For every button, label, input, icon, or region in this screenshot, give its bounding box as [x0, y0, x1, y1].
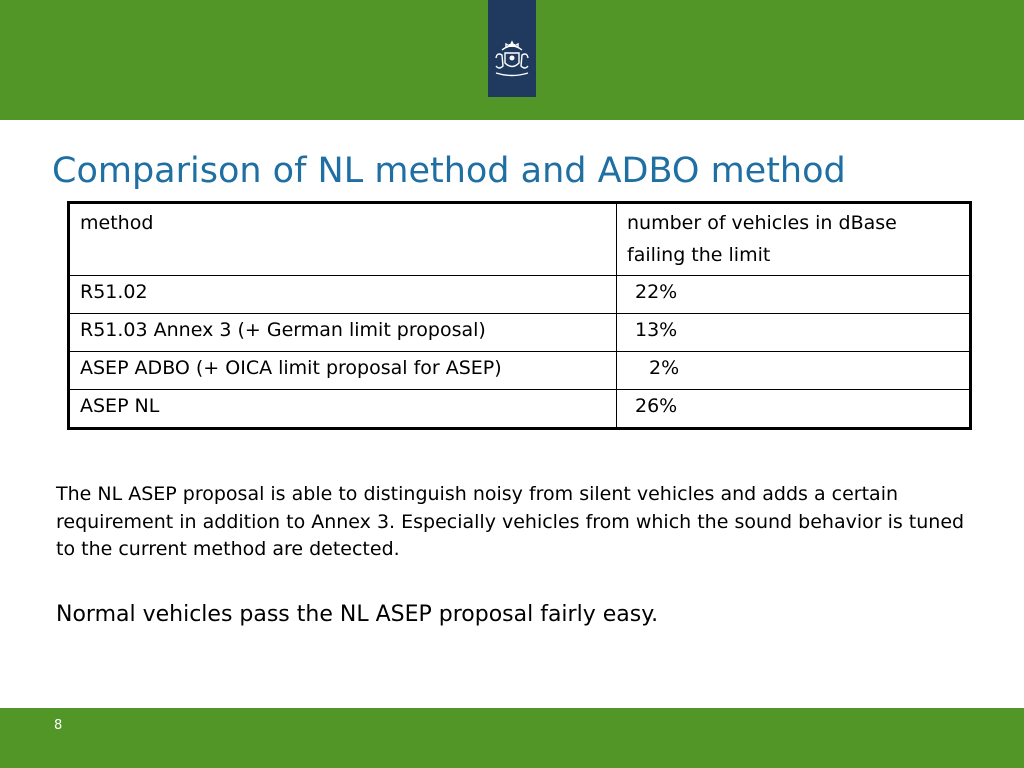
table-cell-value: 26%	[617, 390, 971, 429]
conclusion-paragraph: Normal vehicles pass the NL ASEP proposal fairly easy.	[56, 602, 659, 627]
table-row	[69, 352, 971, 390]
table-cell-value: 22%	[617, 276, 971, 314]
coat-of-arms-icon	[488, 0, 536, 97]
table-row	[69, 390, 971, 429]
logo	[488, 0, 536, 97]
slide-title: Comparison of NL method and ADBO method	[52, 151, 846, 191]
table-cell-method: ASEP ADBO (+ OICA limit proposal for ASEP)	[69, 352, 617, 390]
comparison-table	[67, 201, 972, 430]
page-number: 8	[54, 718, 63, 733]
table-header-row	[69, 203, 971, 276]
table-cell-value: 2%	[617, 352, 971, 390]
table-cell-method: ASEP NL	[69, 390, 617, 429]
table-header-cell: number of vehicles in dBase failing the limit	[617, 203, 971, 276]
table-row	[69, 314, 971, 352]
footer-band	[0, 708, 1024, 768]
table-cell-method: R51.02	[69, 276, 617, 314]
table-header-cell: method	[69, 203, 617, 276]
table-row	[69, 276, 971, 314]
table-cell-method: R51.03 Annex 3 (+ German limit proposal)	[69, 314, 617, 352]
table-cell-value: 13%	[617, 314, 971, 352]
body-paragraph: The NL ASEP proposal is able to distinguish noisy from silent vehicles and adds a certain requirement in addition to Annex 3. Especially vehicles from which the sound behavior is tuned to the current method are detected.	[56, 483, 965, 560]
